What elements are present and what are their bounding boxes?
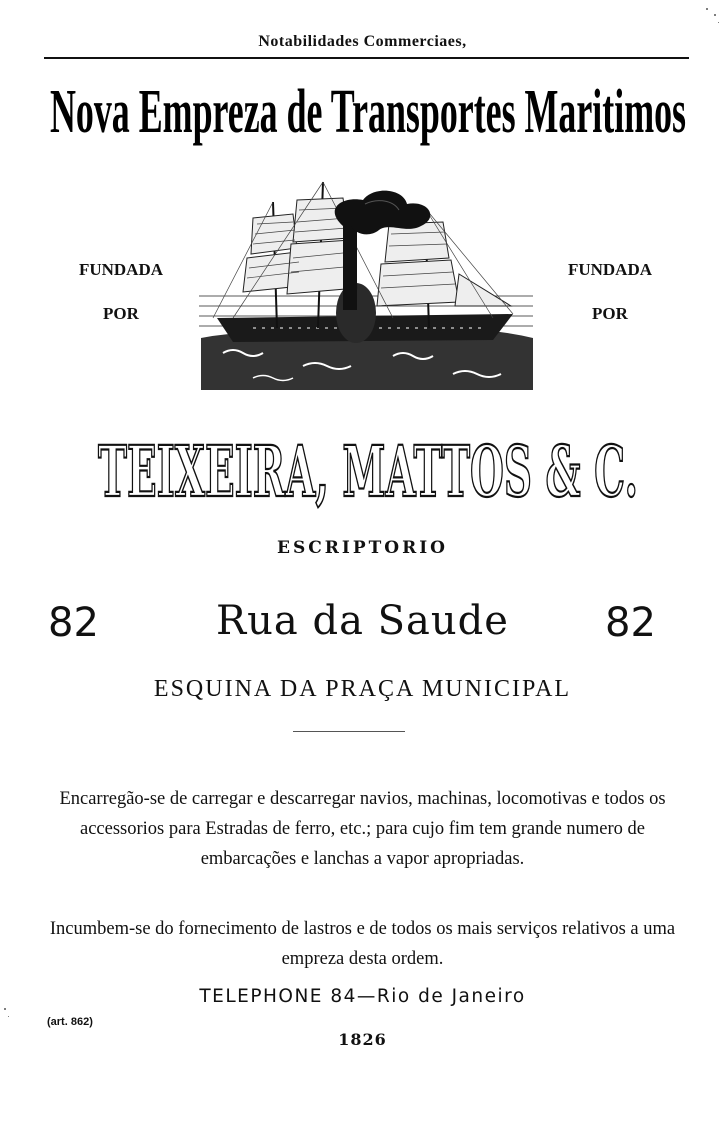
street-number-left: 82 <box>48 600 99 646</box>
right-founded-label <box>555 260 665 324</box>
print-speck <box>4 1008 6 1010</box>
office-heading: ESCRIPTORIO <box>277 538 448 558</box>
right-label-line2: POR <box>592 304 628 323</box>
services-paragraph: Encarregão-se de carregar e descarregar navios, machinas, locomotivas e todos os accessorios para Estradas de ferro, etc.; para cujo fim tem grande numero de embarcações e lanchas a vapor apropriadas. <box>59 789 666 869</box>
top-rule <box>44 57 689 59</box>
print-speck <box>714 14 716 16</box>
supplies-paragraph: Incumbem-se do fornecimento de lastros e de todos os mais serviços relativos a uma empreza desta ordem. <box>49 919 676 969</box>
page-number: 1826 <box>338 1030 387 1049</box>
right-label-line1: FUNDADA <box>567 260 653 279</box>
company-name-banner <box>0 66 725 146</box>
street-name: Rua da Saude <box>216 598 509 644</box>
separator-rule <box>293 731 405 732</box>
steamship-illustration <box>193 178 539 398</box>
telephone-line: TELEPHONE 84—Rio de Janeiro <box>199 986 526 1007</box>
left-founded-label <box>66 260 176 324</box>
street-number-right: 82 <box>605 600 656 646</box>
firm-name-banner <box>0 430 725 510</box>
company-name: Nova Empreza de Transportes Maritimos <box>50 78 687 146</box>
left-label-line2: POR <box>103 304 139 323</box>
print-speck <box>8 1016 9 1017</box>
ad-reference: (art. 862) <box>47 1016 93 1028</box>
running-head: Notabilidades Commerciaes, <box>258 33 467 50</box>
corner-address: ESQUINA DA PRAÇA MUNICIPAL <box>153 676 572 702</box>
left-label-line1: FUNDADA <box>78 260 164 279</box>
firm-name: TEIXEIRA, MATTOS & C. <box>98 430 638 510</box>
print-speck <box>718 22 719 23</box>
print-speck <box>706 8 708 10</box>
